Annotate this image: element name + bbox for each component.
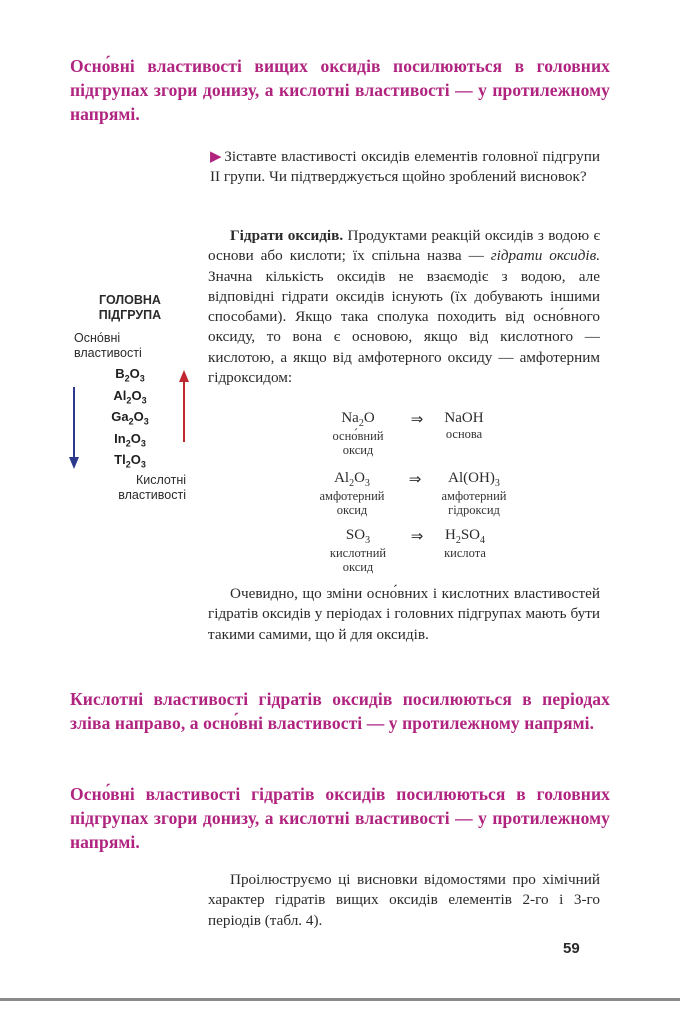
implies-arrow-icon: ⇒ <box>410 529 424 545</box>
hydrates-term-italic: гідрати оксидів. <box>490 247 600 265</box>
task-block <box>210 147 600 188</box>
eq-right-sub: 3 <box>494 478 500 489</box>
down-arrow-icon <box>66 385 82 471</box>
eq-right-caption2: гідроксид <box>448 503 500 517</box>
oxide-formula <box>90 452 170 470</box>
formula-subscript: 2 <box>126 395 132 406</box>
eq-left-tail: O <box>363 410 375 426</box>
oxide-formula <box>90 409 170 427</box>
formula-symbol: Al <box>113 387 127 403</box>
triangle-marker-icon: ▶ <box>210 149 223 165</box>
implies-arrow-icon: ⇒ <box>410 412 424 428</box>
formula-symbol: B <box>115 366 125 381</box>
rule-hydrates-periods: Кислотні властивості гідратів оксидів посилюються в періодах зліва направо, а осно́вні властивості — у протилежному напрямі. <box>70 689 610 733</box>
hydrates-term: Гідрати оксидів. <box>230 227 344 244</box>
eq-left-caption2: оксид <box>336 503 368 517</box>
equation-row <box>300 410 510 457</box>
closing-text: Проілюструємо ці висновки відомостями про хімічний характер гідратів вищих оксидів елементів 2-го і 3-го періодів (табл. 4). <box>208 871 600 929</box>
hydrates-paragraph <box>208 226 600 388</box>
rule-oxides-subgroups: Осно́вні властивості вищих оксидів посилюються в головних підгрупах згори донизу, а кислотні властивості — у протилежному напрямі. <box>70 56 610 124</box>
implies-arrow-icon: ⇒ <box>408 472 422 488</box>
sidebar-title-line1: ГОЛОВНА <box>99 293 161 307</box>
formula-subscript: 3 <box>139 373 145 384</box>
formula-subscript: 2 <box>124 373 130 384</box>
eq-left-caption2: оксид <box>342 443 374 457</box>
page-number: 59 <box>563 940 580 957</box>
oxide-formula <box>90 366 170 384</box>
task-text: Зіставте властивості оксидів елементів головної підгрупи II групи. Чи підтверджується щойно зроблений висновок? <box>210 148 600 186</box>
oxide-formula <box>90 388 170 406</box>
conclusion-paragraph <box>208 584 600 645</box>
eq-right-sub: 2 <box>455 535 461 546</box>
formula-symbol: O <box>129 366 140 381</box>
eq-left-caption2: оксид <box>342 560 374 574</box>
sidebar-title-line2: ПІДГРУПА <box>98 308 162 322</box>
eq-right-caption: кислота <box>444 546 486 560</box>
eq-right-sub2: 4 <box>480 535 486 546</box>
eq-left-caption: амфотерний <box>319 489 385 503</box>
eq-right-caption: основа <box>445 427 483 441</box>
formula-symbol: O <box>131 387 142 403</box>
eq-left: SO <box>345 527 366 543</box>
sidebar-title <box>96 293 164 323</box>
hydrates-text-b: Значна кількість оксидів не взаємодіє з водою, але відповідні гідрати оксидів існують (їх добувають іншими способами). Якщо така сполука походить від осно́вного оксиду, то вона є основою, якщо від кислотного — кислотою, а якщо від амфотерного оксиду — амфотерним гідроксидом: <box>208 267 600 387</box>
eq-right: H <box>444 527 456 543</box>
conclusion-text: Очевидно, що зміни осно́вних і кислотних властивостей гідратів оксидів у періодах і головних підгрупах мають бути такими самими, що й для оксидів. <box>208 585 600 643</box>
sidebar-acid-line2: властивості <box>118 488 186 502</box>
eq-right-tail: SO <box>460 527 481 543</box>
eq-left-sub: 2 <box>358 418 364 429</box>
eq-left-caption: кислотний <box>329 546 387 560</box>
formula-subscript: 3 <box>140 438 146 449</box>
eq-left-sub: 2 <box>349 478 355 489</box>
bottom-divider <box>0 998 680 1001</box>
sidebar-basic-line1: Осно́вні <box>74 331 121 345</box>
eq-right: Al(OH) <box>448 470 495 486</box>
eq-left: Na <box>341 410 359 426</box>
equation-row <box>306 527 506 574</box>
sidebar-acid-line1: Кислотні <box>135 473 186 487</box>
eq-left-caption: осно́вний <box>332 429 384 443</box>
formula-symbol: Tl <box>114 452 126 467</box>
hydrates-text-a: Продуктами реакцій оксидів з водою є основи або кислоти; їх спільна назва — <box>208 227 600 265</box>
formula-subscript: 2 <box>125 459 131 470</box>
eq-left-sub2: 3 <box>364 478 370 489</box>
rule-hydrates-subgroups: Осно́вні властивості гідратів оксидів посилюються в головних підгрупах згори донизу, а кислотні властивості — у протилежному напрямі. <box>70 784 610 852</box>
sidebar-basic-line2: властивості <box>74 346 142 360</box>
formula-subscript: 2 <box>128 416 134 427</box>
closing-paragraph <box>208 870 600 931</box>
formula-subscript: 3 <box>140 459 146 470</box>
up-arrow-icon <box>176 368 192 444</box>
sidebar-basic-label <box>74 331 142 361</box>
formula-subscript: 3 <box>141 395 147 406</box>
eq-left: Al <box>334 470 350 486</box>
eq-left-sub: 3 <box>365 535 371 546</box>
formula-symbol: Ga <box>111 409 129 424</box>
eq-right-caption: амфотерний <box>441 489 507 503</box>
formula-symbol: O <box>130 430 141 446</box>
formula-symbol: O <box>133 409 144 424</box>
formula-subscript: 3 <box>143 416 149 427</box>
formula-symbol: In <box>114 430 126 446</box>
sidebar-acid-label <box>104 473 186 503</box>
equation-row <box>296 470 526 517</box>
oxide-formula <box>90 431 170 449</box>
eq-right: NaOH <box>444 410 484 426</box>
formula-subscript: 2 <box>125 438 131 449</box>
formula-symbol: O <box>130 452 141 467</box>
eq-left-tail: O <box>354 470 365 486</box>
